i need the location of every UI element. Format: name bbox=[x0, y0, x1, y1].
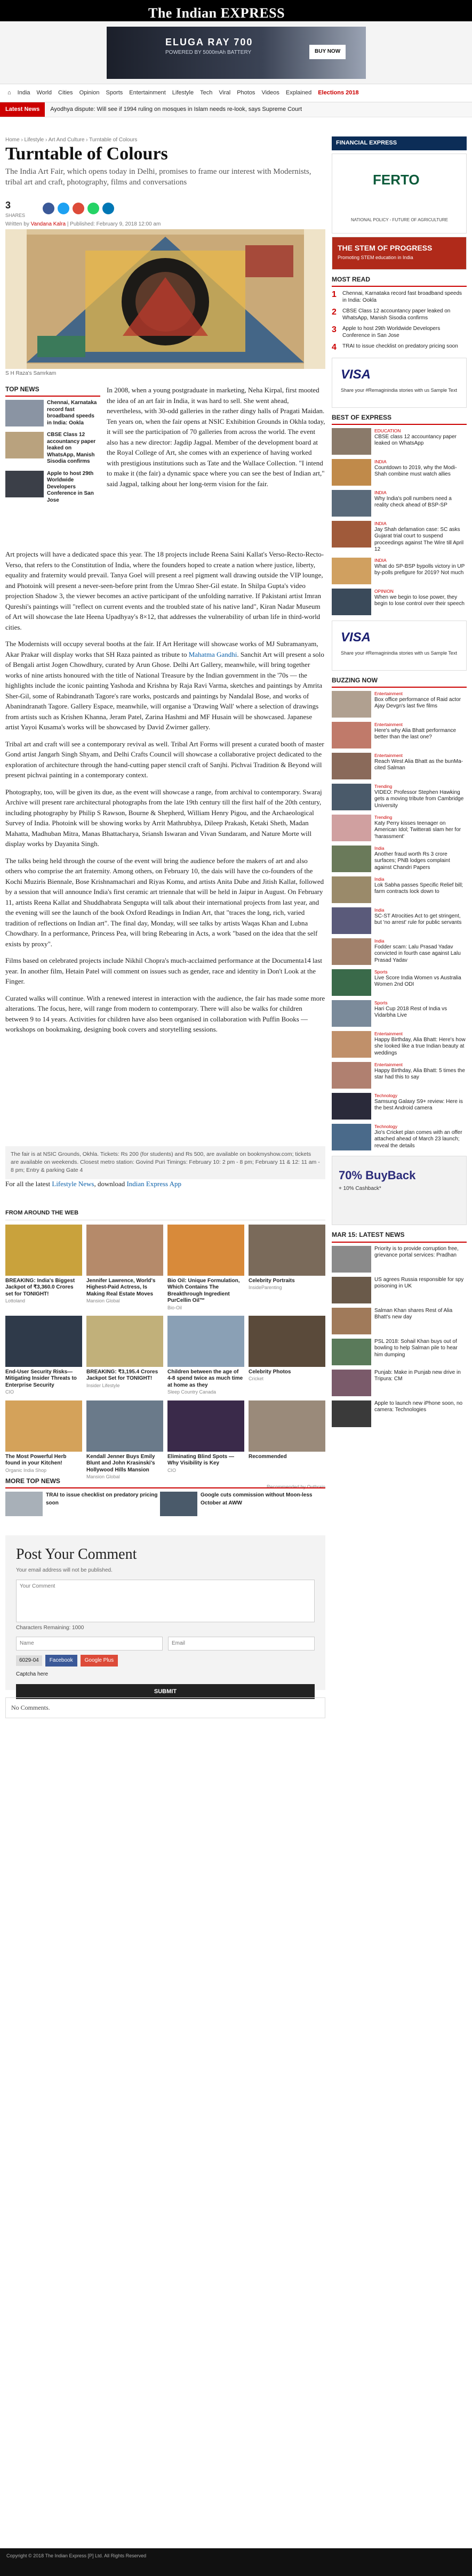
whatsapp-icon[interactable] bbox=[87, 203, 99, 214]
ferto-logo: FERTO bbox=[373, 171, 420, 188]
facebook-icon[interactable] bbox=[43, 203, 54, 214]
promo-card[interactable] bbox=[86, 1400, 163, 1481]
more-top-title[interactable]: Google cuts commission without Moon-less October at AWW bbox=[201, 1492, 313, 1506]
buzz-item[interactable] bbox=[332, 815, 467, 841]
latest-item[interactable] bbox=[332, 1339, 467, 1365]
right-rail bbox=[332, 136, 467, 1431]
stem-title: THE STEM OF PROGRESS bbox=[338, 243, 433, 252]
buzz-title[interactable]: VIDEO: Professor Stephen Hawking gets a moving tribute from Cambridge University bbox=[374, 789, 464, 809]
comment-form bbox=[5, 1535, 325, 1695]
promo-card[interactable] bbox=[249, 1316, 325, 1396]
buzz-title[interactable]: Hari Cup 2018 Rest of India vs Vidarbha Live bbox=[374, 1005, 447, 1019]
nav-sports[interactable]: Sports bbox=[106, 89, 123, 96]
iphone-ad[interactable] bbox=[332, 1156, 467, 1225]
comment-textarea[interactable] bbox=[16, 1580, 315, 1622]
nav-videos[interactable]: Videos bbox=[261, 89, 279, 96]
latest-news-tag: Latest News bbox=[0, 102, 45, 117]
home-icon[interactable]: ⌂ bbox=[7, 89, 11, 96]
body-paragraph: Curated walks will continue. With a renewed interest in interaction with the audience, the fair has made some more alterations. The focus, here, will range from modern to contemporary. There will also be walks for children between 9 to 14 years. Activities for children have also been organised in collaboration with Puffin Books — workshops on bookmaking, designing book covers and storytelling sessions. bbox=[5, 994, 325, 1033]
no-comments: No Comments. bbox=[5, 1697, 325, 1718]
main-nav bbox=[0, 84, 472, 102]
card-title[interactable]: BREAKING: ₹3,195.4 Crores Jackpot Set for TONIGHT! bbox=[86, 1368, 158, 1382]
buzz-cat: Entertainment bbox=[374, 691, 403, 697]
best-cat: OPINION bbox=[374, 588, 394, 594]
latest-title[interactable]: Priority is to provide corruption free, grievance portal services: Pradhan bbox=[374, 1245, 459, 1259]
buzz-cat: Entertainment bbox=[374, 753, 403, 759]
share-counter bbox=[5, 198, 37, 219]
promo-card[interactable] bbox=[167, 1316, 244, 1396]
promo-card[interactable] bbox=[249, 1225, 325, 1311]
buzz-item[interactable] bbox=[332, 938, 467, 965]
most-read-item[interactable]: 4 TRAI to issue checklist on predatory pricing soon bbox=[332, 343, 458, 352]
ad-brand: ELUGA RAY 700 bbox=[165, 37, 253, 47]
buzz-cat: Sports bbox=[374, 969, 388, 975]
share-count: 3 bbox=[5, 200, 11, 211]
buzz-item[interactable] bbox=[332, 753, 467, 779]
mr-title[interactable]: Apple to host 29th Worldwide Developers Conference in San Jose bbox=[342, 326, 441, 339]
top-ad-banner bbox=[0, 21, 472, 84]
top-news-title[interactable]: Chennai, Karnataka record fast broadband speeds in India: Ookla bbox=[47, 400, 97, 426]
ferto-sub: NATIONAL POLICY - FUTURE OF AGRICULTURE bbox=[351, 217, 448, 222]
buzz-title[interactable]: Katy Perry kisses teenager on American Idol; Twitterati slam her for 'harassment' bbox=[374, 820, 461, 840]
latest-news-heading: MAR 15: LATEST NEWS bbox=[332, 1230, 467, 1242]
nav-viral[interactable]: Viral bbox=[219, 89, 231, 96]
publish-date: | Published: February 9, 2018 12:00 am bbox=[67, 221, 161, 227]
most-read-item[interactable]: 3 Apple to host 29th Worldwide Developers Conference in San Jose bbox=[332, 325, 467, 339]
author-link[interactable]: Vandana Kalra bbox=[30, 221, 66, 227]
promo-card[interactable] bbox=[5, 1225, 82, 1311]
cta-text: , download bbox=[94, 1180, 127, 1188]
best-item[interactable] bbox=[332, 490, 467, 517]
buzzing-heading: BUZZING NOW bbox=[332, 676, 467, 688]
top-news-item[interactable] bbox=[5, 400, 100, 426]
best-cat: EDUCATION bbox=[374, 428, 401, 434]
para-text: . Sanchit Art will present a solo of Bengali artist Jogen Chowdhury, curated by Arun Ghose. Delhi Art Gallery, meanwhile, will bring together works of nine artists honoured with the title of National Treasure by the Indian government in the '70s — the highlights include the iconic painting Yashoda and Krishna by Raja Ravi Varma, sketches and paintings by Amrita Sher-Gil, some of Rabindranath Tagore's rare works, postcards and paintings by Nandalal Bose, and works of Abanindranath Tagore. Gallery Espace, meanwhile, will organise a 'Drawing Wall' where a selection of drawings from artists such as Krishen Khanna, Jeram Patel, Zarina Hashmi and MF Husain will be showcased. Japanese artist Yayoi Kusama's works will be showcased by David Zwirner gallery. bbox=[5, 650, 324, 731]
breadcrumb[interactable]: Home › Lifestyle › Art And Culture › Turntable of Colours bbox=[5, 137, 138, 143]
card-source: Cricket bbox=[249, 1376, 264, 1382]
article-title: Turntable of Colours bbox=[5, 144, 168, 164]
buzz-cat: India bbox=[374, 846, 385, 851]
lifestyle-news-link[interactable]: Lifestyle News bbox=[52, 1180, 94, 1188]
most-read-item[interactable]: 1 Chennai, Karnataka record fast broadband speeds in India: Ookla bbox=[332, 290, 467, 304]
google-login-button[interactable]: Google Plus bbox=[81, 1655, 118, 1667]
buzz-item[interactable] bbox=[332, 1062, 467, 1089]
buzz-item[interactable] bbox=[332, 1093, 467, 1120]
site-footer bbox=[0, 2548, 472, 2576]
card-source: InsideParenting bbox=[249, 1285, 282, 1291]
buzz-item[interactable] bbox=[332, 784, 467, 810]
iphone-offer: 70% BuyBack bbox=[339, 1169, 416, 1182]
buzz-cat: Technology bbox=[374, 1124, 398, 1130]
mr-title[interactable]: TRAI to issue checklist on predatory pricing soon bbox=[342, 343, 458, 350]
card-title[interactable]: Eliminating Blind Spots — Why Visibility is Key bbox=[167, 1453, 234, 1467]
best-cat: INDIA bbox=[374, 459, 387, 465]
best-item[interactable] bbox=[332, 521, 467, 553]
stem-sub: Promoting STEM education in India bbox=[338, 254, 413, 260]
facebook-login-button[interactable]: Facebook bbox=[45, 1655, 77, 1667]
buzz-cat: India bbox=[374, 876, 385, 882]
body-paragraph: Films based on celebrated projects include Nikhil Chopra's much-acclaimed performance at the Documenta14 last year. In another film, Hetain Patel will comment on issues such as gender, race and identity in Don't Look at the Finger. bbox=[5, 956, 323, 985]
article-lead-paragraph bbox=[107, 385, 325, 489]
latest-title[interactable]: Apple to launch new iPhone soon, no camera: Technologies bbox=[374, 1400, 463, 1413]
financial-express-header[interactable]: FINANCIAL EXPRESS bbox=[332, 136, 467, 150]
card-title[interactable]: Celebrity Photos bbox=[249, 1368, 291, 1375]
visa-ad-2[interactable] bbox=[332, 621, 467, 671]
buzz-item[interactable] bbox=[332, 1000, 467, 1027]
outbrain-credit[interactable]: Recommended by Outbrain bbox=[266, 1484, 325, 1490]
masthead bbox=[0, 0, 472, 21]
nav-entertainment[interactable]: Entertainment bbox=[129, 89, 166, 96]
top-news-title[interactable]: CBSE Class 12 accountancy paper leaked on WhatsApp, Manish Sisodia confirms bbox=[47, 432, 96, 465]
buzz-cat: Sports bbox=[374, 1000, 388, 1006]
card-title[interactable]: Jennifer Lawrence, World's Highest-Paid Actress, Is Making Real Estate Moves bbox=[86, 1277, 156, 1297]
best-item[interactable] bbox=[332, 459, 467, 486]
best-title[interactable]: What do SP-BSP bypolls victory in UP by-polls prefigure for 2019? Not much bbox=[374, 563, 465, 576]
buzz-item[interactable] bbox=[332, 876, 467, 903]
buzz-item[interactable] bbox=[332, 1124, 467, 1150]
latest-title[interactable]: US agrees Russia responsible for spy poisoning in UK bbox=[374, 1276, 464, 1290]
best-title[interactable]: When we begin to lose power, they begin to lose control over their speech bbox=[374, 594, 465, 607]
buzz-cat: Trending bbox=[374, 784, 393, 790]
around-heading: FROM AROUND THE WEB bbox=[5, 1209, 325, 1220]
buzz-title[interactable]: Another fraud worth Rs 3 crore surfaces; PNB lodges complaint against Chandri Papers bbox=[374, 851, 450, 871]
chars-remaining: Characters Remaining: 1000 bbox=[16, 1625, 84, 1631]
linkedin-icon[interactable] bbox=[102, 203, 114, 214]
body-paragraph: Tribal art and craft will see a contemporary revival as well. Tribal Art Forms will present a curated booth of master Gond artist Jangarh Singh Shyam, and Delhi Crafts Council will showcase a collaborative project dedicated to the exploration of architecture through the hand-cutting paper stencil craft of Sanjhi. Pichvai Tradition & Beyond will present pichvai painting in a contemporary context. bbox=[5, 739, 324, 779]
buzz-title[interactable]: Fodder scam: Lalu Prasad Yadav convicted in fourth case against Lalu Prasad Yadav bbox=[374, 944, 461, 963]
buzz-title[interactable]: Lok Sabha passes Specific Relief bill; farm contracts lock down to bbox=[374, 882, 463, 895]
nav-explained[interactable]: Explained bbox=[285, 89, 312, 96]
more-top-news bbox=[5, 1477, 325, 1520]
share-label: SHARES bbox=[5, 213, 26, 219]
ad-cta-button[interactable]: BUY NOW bbox=[309, 45, 346, 59]
iphone-offer-sub: + 10% Cashback* bbox=[339, 1186, 381, 1192]
latest-title[interactable]: PSL 2018: Sohail Khan buys out of bowling to help Salman pile to hear him dumping bbox=[374, 1338, 458, 1358]
card-title[interactable]: Kendall Jenner Buys Emily Blunt and John Krasinski's Hollywood Hills Mansion bbox=[86, 1453, 155, 1473]
promo-card[interactable] bbox=[167, 1400, 244, 1481]
google-plus-icon[interactable] bbox=[73, 203, 84, 214]
buzz-title[interactable]: SC-ST Atrocities Act to get stringent, but 'no arrest' rule for public servants bbox=[374, 913, 462, 926]
best-cat: INDIA bbox=[374, 490, 387, 496]
card-title[interactable]: The Most Powerful Herb found in your Kitchen! bbox=[5, 1453, 67, 1467]
submit-button[interactable]: SUBMIT bbox=[16, 1684, 315, 1699]
latest-item[interactable] bbox=[332, 1370, 467, 1396]
article-body bbox=[5, 549, 325, 1041]
body-paragraph: The talks being held through the course of the event will bring the audience before the makers of art and also others who comprise the art fraternity. Among others, on February 10, the dais will have the co-founders of the Kochi Muziris Biennale, Bose Krishnamachari and Riyas Komu, and artists Anita Dube and Jitish Kallat, followed by a session that will announce India's first ceramic art triennale that will be held in Jaipur in August. On February 11, artists Reena Kallat and Shuddhabrata Sengupta will talk about their international projects from last year, and the evening will see the launch of the book Oxford Readings in Indian Art, that "traces the long, rich, varied tradition of reflections on Indian art". The final day, Monday, will see talks by artists Waqas Khan and Lubna Chowdhary. In a performance, Princess Pea, will bring Rebearing in Acts, a work "based on the idea that the self exists by proxy". bbox=[5, 856, 324, 948]
card-source: Insider Lifestyle bbox=[86, 1382, 120, 1388]
top-news-widget bbox=[5, 385, 100, 509]
top-news-thumb[interactable] bbox=[5, 400, 44, 426]
more-top-item[interactable] bbox=[5, 1492, 160, 1516]
buzz-item[interactable] bbox=[332, 846, 467, 872]
ad-sub: POWERED BY 5000mAh BATTERY bbox=[165, 50, 252, 55]
more-top-title[interactable]: TRAI to issue checklist on predatory pricing soon bbox=[46, 1492, 158, 1506]
best-title[interactable]: Countdown to 2019, why the Modi-Shah combine must watch allies bbox=[374, 464, 457, 478]
share-icons bbox=[43, 203, 114, 214]
captcha-code: 6029-04 bbox=[16, 1655, 42, 1667]
captcha-label[interactable]: Captcha here bbox=[16, 1671, 49, 1678]
buzz-cat: Entertainment bbox=[374, 1031, 403, 1037]
best-item[interactable] bbox=[332, 428, 467, 455]
top-news-item[interactable] bbox=[5, 432, 100, 465]
nav-india[interactable]: India bbox=[17, 89, 30, 96]
card-title[interactable]: Recommended bbox=[249, 1453, 287, 1460]
top-news-title[interactable]: Apple to host 29th Worldwide Developers Conference in San Jose bbox=[47, 470, 94, 503]
more-top-item[interactable] bbox=[160, 1492, 315, 1516]
latest-item[interactable] bbox=[332, 1400, 467, 1427]
best-cat: INDIA bbox=[374, 521, 387, 527]
promo-card[interactable] bbox=[5, 1400, 82, 1481]
visa-text: Share your #Remaginindia stories with us Sample Text bbox=[341, 387, 457, 393]
best-title[interactable]: Jay Shah defamation case: SC asks Gujarat trial court to suspend proceedings against The Wire till April 12 bbox=[374, 526, 464, 553]
card-source: Sleep Country Canada bbox=[167, 1389, 217, 1395]
lead-text: In 2008, when a young postgraduate in marketing, Neha Kirpal, first mooted the idea of an art fair in India, it was hard to sell. She went ahead, nevertheless, with 30-odd galleries in the rather dingy halls of Pragati Maidan. Ten years on, when the fair opens at NSIC Exhibition Grounds in Okhla today, it will see the participation of 70 galleries from across the world. The event also has a new director: Jagdip Jagpal. Member of the development board at the Royal College of Art, she comes with an experience of having worked with prestigious institutions such as Tate and the Wallace Collection. "I intend to make it (the fair) a dynamic space where you can see the best of Indian art," said Jagpal, talking about her long-term vision for the fair. bbox=[107, 386, 325, 488]
buzz-title[interactable]: Happy Birthday, Alia Bhatt: 5 times the star had this to say bbox=[374, 1067, 465, 1081]
body-paragraph bbox=[5, 639, 325, 732]
top-news-thumb[interactable] bbox=[5, 471, 44, 497]
more-top-heading: MORE TOP NEWS bbox=[5, 1477, 325, 1488]
comment-note: Your email address will not be published. bbox=[16, 1567, 113, 1573]
latest-title[interactable]: Salman Khan shares Rest of Alia Bhatt's new day bbox=[374, 1307, 453, 1321]
nav-tech[interactable]: Tech bbox=[200, 89, 213, 96]
card-title[interactable]: BREAKING: India's Biggest Jackpot of ₹3,360.0 Crores set for TONIGHT! bbox=[5, 1277, 75, 1297]
nav-cities[interactable]: Cities bbox=[58, 89, 73, 96]
latest-item[interactable] bbox=[332, 1308, 467, 1334]
twitter-icon[interactable] bbox=[58, 203, 69, 214]
ferto-ad[interactable] bbox=[332, 154, 467, 234]
body-paragraph: Art projects will have a dedicated space this year. The 18 projects include Reena Saini Kallat's Verso-Recto-Recto-Verso, that refers to the Constitution of India, where the founders hoped to create a nation where justice, liberty, equality and fraternity would prevail. Tanya Goel will present a reel pigment wall drawing outside the VIP lounge, and Photoink will present a never-seen-before print from the Umrao Sher-Gil estate. In Shilpa Gupta's video projection Shadow 3, the viewer becomes an active participant of the unfolding narrative. If Pakistani artist Imran Qureshi's paintings will "reflect on current events and the troubled state of his native land", Kiran Nadar Museum of Art will showcase the late Heena Upadhyay's 8×12, that addresses the vulnerability of urban life in third-world cities. bbox=[5, 550, 324, 631]
card-source: CIO bbox=[167, 1467, 177, 1473]
gandhi-link[interactable]: Mahatma Gandhi bbox=[188, 650, 237, 658]
nav-opinion[interactable]: Opinion bbox=[79, 89, 100, 96]
ad-creative[interactable] bbox=[107, 27, 366, 79]
card-source: CIO bbox=[5, 1389, 14, 1395]
byline-prefix: Written by bbox=[5, 221, 29, 227]
visa-text: Share your #Remaginindia stories with us Sample Text bbox=[341, 650, 457, 656]
most-read-heading: MOST READ bbox=[332, 275, 467, 287]
mr-title[interactable]: Chennai, Karnataka record fast broadband speeds in India: Ookla bbox=[342, 291, 462, 304]
nav-photos[interactable]: Photos bbox=[237, 89, 255, 96]
cta-text: For all the latest bbox=[5, 1180, 52, 1188]
buzz-cat: India bbox=[374, 938, 385, 944]
card-source: Organic India Shop bbox=[5, 1467, 47, 1473]
promo-card[interactable] bbox=[86, 1316, 163, 1396]
visa-logo: VISA bbox=[341, 630, 371, 645]
comment-heading: Post Your Comment bbox=[16, 1546, 137, 1563]
card-title[interactable]: Celebrity Portraits bbox=[249, 1277, 295, 1284]
buzz-title[interactable]: Happy Birthday, Alia Bhatt: Here's how she looked like a true Indian beauty at weddings bbox=[374, 1036, 466, 1056]
site-logo[interactable]: The Indian EXPRESS bbox=[148, 5, 285, 21]
buzz-title[interactable]: Live Score India Women vs Australia Women 2nd ODI bbox=[374, 975, 461, 988]
card-source: Lottoland bbox=[5, 1298, 26, 1304]
raza-painting bbox=[5, 229, 325, 369]
buzz-cat: Trending bbox=[374, 815, 393, 820]
buzz-title[interactable]: Reach West Alia Bhatt as the bunMa-cited Salman bbox=[374, 758, 463, 771]
latest-item[interactable] bbox=[332, 1246, 467, 1273]
nav-world[interactable]: World bbox=[36, 89, 52, 96]
mr-title[interactable]: CBSE Class 12 accountancy paper leaked on WhatsApp, Manish Sisodia confirms bbox=[342, 308, 451, 321]
para-text: The Modernists will occupy several booths at the fair. If Art Heritage will showcase works of MJ Subramanyam, Akar Prakar will display works that SH Raza painted as tribute to bbox=[5, 640, 318, 658]
card-source: Bio-Oil bbox=[167, 1305, 182, 1310]
buzz-item[interactable] bbox=[332, 691, 467, 718]
visa-ad[interactable] bbox=[332, 358, 467, 408]
buzz-item[interactable] bbox=[332, 969, 467, 996]
card-title[interactable]: End-User Security Risks—Mitigating Insider Threats to Enterprise Security bbox=[5, 1368, 77, 1388]
card-source: Mansion Global bbox=[86, 1298, 120, 1304]
buzz-cat: Entertainment bbox=[374, 1062, 403, 1068]
stem-ad[interactable] bbox=[332, 237, 467, 270]
nav-lifestyle[interactable]: Lifestyle bbox=[172, 89, 194, 96]
top-news-item[interactable] bbox=[5, 471, 100, 504]
best-item[interactable] bbox=[332, 558, 467, 584]
best-item[interactable] bbox=[332, 589, 467, 615]
buzz-title[interactable]: Here's why Alia Bhatt performance better than the last one? bbox=[374, 727, 457, 740]
buzz-item[interactable] bbox=[332, 907, 467, 934]
latest-item[interactable] bbox=[332, 1277, 467, 1303]
buzz-cat: India bbox=[374, 907, 385, 913]
top-news-heading: TOP NEWS bbox=[5, 385, 100, 397]
best-cat: INDIA bbox=[374, 557, 387, 563]
buzz-cat: Entertainment bbox=[374, 722, 403, 728]
promo-card[interactable] bbox=[167, 1225, 244, 1311]
card-title[interactable]: Children between the age of 4-8 spend twice as much time at home as they bbox=[167, 1368, 243, 1388]
visa-logo: VISA bbox=[341, 367, 371, 382]
image-caption: S H Raza's Samrkam bbox=[5, 371, 57, 376]
buzz-cat: Technology bbox=[374, 1093, 398, 1099]
email-input[interactable] bbox=[168, 1637, 315, 1651]
promo-card[interactable] bbox=[249, 1400, 325, 1481]
buzz-title[interactable]: Box office performance of Raid actor Ajay Devgn's last five films bbox=[374, 696, 461, 710]
nav-elections[interactable]: Elections 2018 bbox=[318, 89, 359, 96]
body-paragraph: Photography, too, will be given its due, as the event will showcase a range, from archival to contemporary. Swaraj Archive will present rare architectural photographs from the late 19th century till the first half of the 20th century, including photography by Philip S Rawson, Bourne & Shepherd, William Henry Pigou, and the Archaeological Survey of India. Photoink will be showing works by Arrit Mathrubhya, Dileep Prakash, Ketaki Sheth, Madan Mahatta, Madhuban Mitra, Manas Bhattacharya, Sriansh Iswaran and Vivan Sundaram, and Nature Morte will display works by Dayanita Singh. bbox=[5, 787, 322, 848]
article-standfirst: The India Art Fair, which opens today in Delhi, promises to frame our interest with Modernists, tribal art and craft, photography, films and conversations bbox=[5, 167, 311, 187]
best-of-heading: BEST OF EXPRESS bbox=[332, 413, 467, 425]
buzz-item[interactable] bbox=[332, 1031, 467, 1058]
buzz-title[interactable]: Samsung Galaxy S9+ review: Here is the best Android camera bbox=[374, 1098, 463, 1112]
best-title[interactable]: CBSE class 12 accountancy paper leaked on WhatsApp bbox=[374, 433, 457, 447]
top-news-thumb[interactable] bbox=[5, 432, 44, 458]
hero-image bbox=[5, 229, 325, 369]
promo-card[interactable] bbox=[86, 1225, 163, 1311]
byline bbox=[5, 221, 161, 229]
footer-copyright: Copyright © 2018 The Indian Express [P] Ltd. All Rights Reserved bbox=[6, 2553, 147, 2558]
promo-card[interactable] bbox=[5, 1316, 82, 1396]
lifestyle-cta bbox=[5, 1179, 181, 1189]
most-read-item[interactable]: 2 CBSE Class 12 accountancy paper leaked on WhatsApp, Manish Sisodia confirms bbox=[332, 308, 467, 321]
card-title[interactable]: Bio Oil: Unique Formulation, Which Contains The Breakthrough Ingredient PurCellin Oil™ bbox=[167, 1277, 240, 1304]
name-input[interactable] bbox=[16, 1637, 163, 1651]
latest-title[interactable]: Punjab: Make in Punjab new drive in Tripura: CM bbox=[374, 1369, 461, 1382]
event-info-box: The fair is at NSIC Grounds, Okhla. Tickets: Rs 200 (for students) and Rs 500, are available on bookmyshow.com; tickets are available on weekends. Closest metro station: Govind Puri Timings: February 10: 2 pm - 8 pm; February 11 & 12: 11 am - 8 pm; Entry & parking Gate 4 bbox=[5, 1146, 325, 1179]
latest-news-headline[interactable]: Ayodhya dispute: Will see if 1994 ruling on mosques in Islam needs re-look, says Supreme Court bbox=[50, 106, 302, 112]
app-download-link[interactable]: Indian Express App bbox=[126, 1180, 182, 1188]
latest-news-ticker bbox=[0, 102, 472, 117]
from-around-web bbox=[5, 1209, 325, 1491]
card-source: Mansion Global bbox=[86, 1474, 120, 1480]
buzz-item[interactable] bbox=[332, 722, 467, 748]
best-title[interactable]: Why India's poll numbers need a reality check ahead of BSP-SP bbox=[374, 495, 452, 509]
buzz-title[interactable]: Jio's Cricket plan comes with an offer attached ahead of March 23 launch; reveal the details bbox=[374, 1129, 462, 1149]
